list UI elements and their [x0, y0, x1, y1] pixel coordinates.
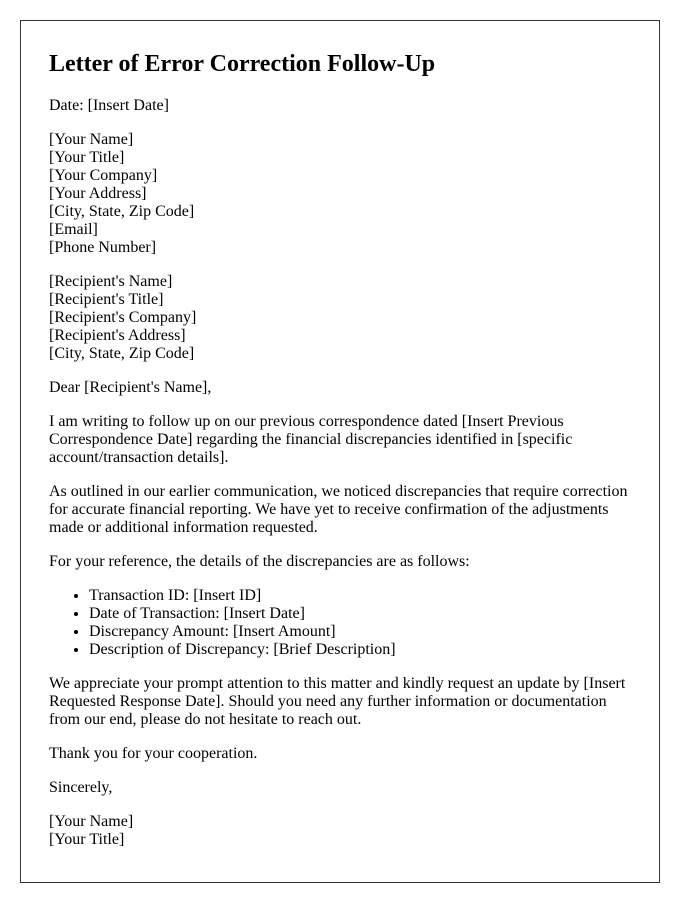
- body-paragraph: As outlined in our earlier communication, we noticed discrepancies that require correction for accurate financial reporting. We have yet to receive confirmation of the adjustments made or additional information requested.: [49, 483, 628, 536]
- list-item: • Date of Transaction: [Insert Date]: [89, 605, 631, 623]
- sender-name: [Your Name]: [49, 131, 134, 148]
- sender-city-state-zip: [City, State, Zip Code]: [49, 203, 195, 220]
- salutation: Dear [Recipient's Name],: [49, 379, 212, 396]
- recipient-title: [Recipient's Title]: [49, 291, 164, 308]
- date-line: Date: [Insert Date]: [49, 97, 169, 114]
- closing-paragraph: We appreciate your prompt attention to this matter and kindly request an update by [Insert Requested Response Date]. Should you need any further information or documentation from our end, please do not hesitate to reach out.: [49, 675, 626, 728]
- signature-block: [49, 813, 631, 849]
- sender-company: [Your Company]: [49, 167, 158, 184]
- list-item: • Description of Discrepancy: [Brief Description]: [89, 641, 631, 659]
- recipient-address: [Recipient's Address]: [49, 327, 186, 344]
- recipient-name: [Recipient's Name]: [49, 273, 173, 290]
- thank-you-line: Thank you for your cooperation.: [49, 745, 258, 762]
- letter-title: Letter of Error Correction Follow-Up: [49, 51, 436, 77]
- sender-address-block: [49, 131, 631, 257]
- list-item: • Discrepancy Amount: [Insert Amount]: [89, 623, 631, 641]
- sender-title: [Your Title]: [49, 149, 125, 166]
- sender-address: [Your Address]: [49, 185, 147, 202]
- sender-email: [Email]: [49, 221, 98, 238]
- discrepancy-details-list: [49, 587, 631, 659]
- sender-phone: [Phone Number]: [49, 239, 157, 256]
- body-paragraph: I am writing to follow up on our previous correspondence dated [Insert Previous Correspondence Date] regarding the financial discrepancies identified in [specific account/transaction details].: [49, 413, 573, 466]
- recipient-address-block: [49, 273, 631, 363]
- signature-title: [Your Title]: [49, 831, 125, 848]
- body-paragraph: For your reference, the details of the discrepancies are as follows:: [49, 553, 470, 570]
- letter-page: [20, 20, 660, 883]
- signature-name: [Your Name]: [49, 813, 134, 830]
- recipient-company: [Recipient's Company]: [49, 309, 197, 326]
- signoff: Sincerely,: [49, 779, 113, 796]
- list-item: • Transaction ID: [Insert ID]: [89, 587, 631, 605]
- recipient-city-state-zip: [City, State, Zip Code]: [49, 345, 195, 362]
